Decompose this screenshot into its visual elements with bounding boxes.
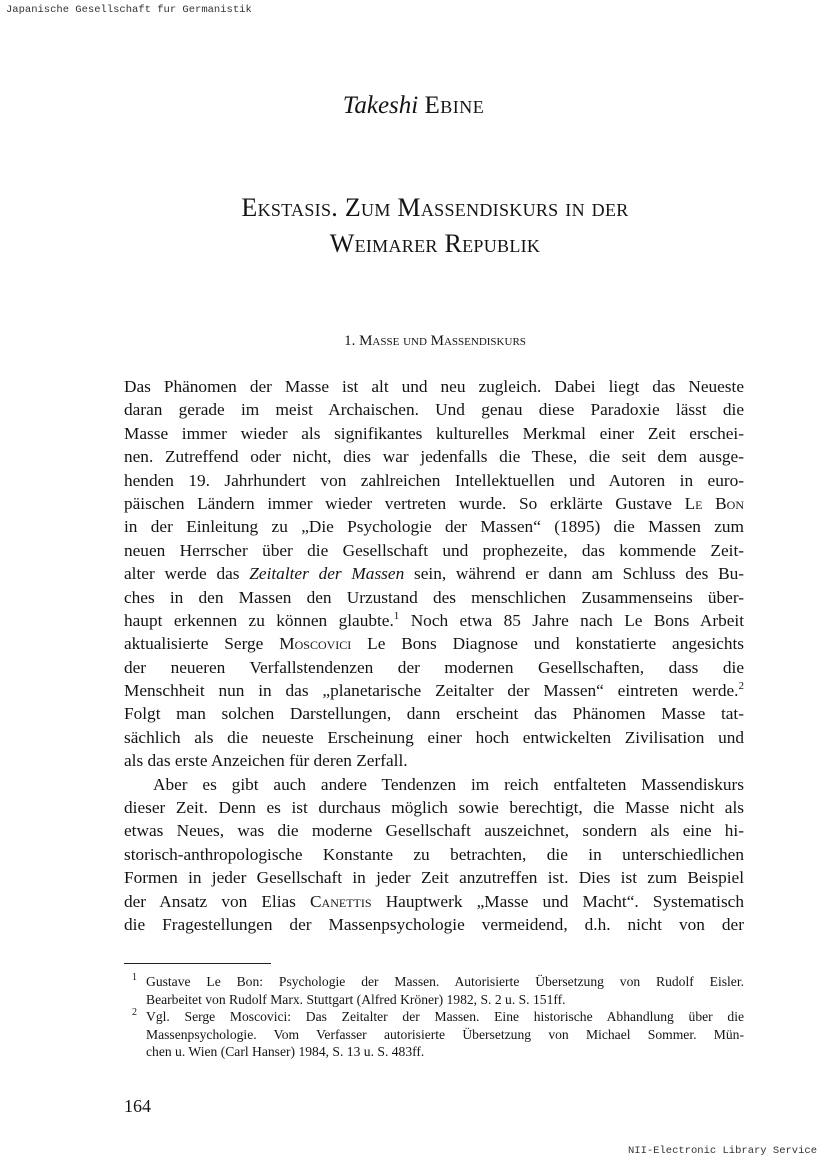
body-line [124, 890, 744, 913]
body-text-fragment: Hauptwerk „Masse und Macht“. Systematisch [385, 891, 744, 911]
footnote-line: Massenpsychologie. Vom Verfasser autorisierte Übersetzung von Michael Sommer. Mün- [146, 1026, 744, 1042]
body-line: nen. Zutreffend oder nicht, dies war jedenfalls die These, die seit dem ausge- [124, 447, 744, 467]
author-reference-canetti: Canettis [310, 891, 372, 911]
section-heading: 1. Masse und Massendiskurs [344, 333, 526, 349]
article-title [0, 190, 827, 262]
footnotes [124, 973, 744, 1061]
author-family-name: Ebine [424, 92, 485, 119]
footnote-number: 2 [132, 1007, 137, 1019]
body-line: die Fragestellungen der Massenpsychologie vermeidend, d.h. nicht von der [124, 914, 744, 934]
body-text-fragment: Noch etwa 85 Jahre nach Le Bons Arbeit [399, 610, 745, 630]
body-line: daran gerade im meist Archaischen. Und genau diese Paradoxie lässt die [124, 400, 744, 420]
body-line: Masse immer wieder als signifikantes kulturelles Merkmal einer Zeit erschei- [124, 423, 744, 443]
body-text [124, 375, 744, 936]
body-line: Das Phänomen der Masse ist alt und neu zugleich. Dabei liegt das Neueste [124, 377, 744, 396]
body-text-fragment: der Ansatz von Elias [124, 891, 296, 911]
article-title-line-2: Weimarer Republik [329, 229, 541, 258]
body-line: dieser Zeit. Denn es ist durchaus möglich sowie berechtigt, die Masse nicht als [124, 798, 744, 818]
body-line: neuen Herrscher über die Gesellschaft und prophezeite, das kommende Zeit- [124, 540, 744, 560]
body-line: der neueren Verfallstendenzen der modernen Gesellschaften, dass die [124, 657, 744, 677]
body-text-fragment: haupt erkennen zu können glaubte. [124, 610, 394, 630]
author-reference-le-bon: Le Bon [684, 493, 744, 513]
footnote-line: Bearbeitet von Rudolf Marx. Stuttgart (Alfred Kröner) 1982, S. 2 u. S. 151ff. [146, 991, 566, 1007]
body-text-fragment: Le Bons Diagnose und konstatierte angesichts [367, 634, 745, 654]
author-reference-moscovici: Moscovici [279, 634, 352, 654]
body-line: etwas Neues, was die moderne Gesellschaft auszeichnet, sondern als eine hi- [124, 821, 744, 841]
italic-phrase: Zeitalter der Massen [249, 564, 405, 584]
footnote-line: Vgl. Serge Moscovici: Das Zeitalter der Massen. Eine historische Abhandlung über die [146, 1009, 744, 1025]
body-line [124, 632, 744, 655]
footnote-line: chen u. Wien (Carl Hanser) 1984, S. 13 u. S. 483ff. [146, 1044, 425, 1060]
body-line: sächlich als die neueste Erscheinung einer hoch entwickelten Zivilisation und [124, 727, 744, 747]
footnote-1 [124, 973, 744, 1008]
archive-header-stamp: Japanische Gesellschaft fur Germanistik [6, 4, 252, 16]
article-title-line-1: Ekstasis. Zum Massendiskurs in der [241, 193, 629, 222]
archive-footer-stamp: NII-Electronic Library Service [627, 1145, 817, 1157]
footnote-line: Gustave Le Bon: Psychologie der Massen. Autorisierte Übersetzung von Rudolf Eisler. [146, 974, 744, 989]
footnote-reference-1[interactable]: 1 [393, 609, 400, 622]
author-name [0, 90, 827, 122]
body-text-fragment: sein, während er dann am Schluss des Bu- [414, 564, 744, 584]
body-line: henden 19. Jahrhundert von zahlreichen Intellektuellen und Autoren in euro- [124, 470, 744, 490]
body-line: in der Einleitung zu „Die Psychologie der Massen“ (1895) die Massen zum [124, 517, 744, 537]
footnote-divider [124, 963, 271, 964]
page-number: 164 [124, 1096, 151, 1116]
body-line: ches in den Massen den Urzustand des menschlichen Zusammenseins über- [124, 587, 744, 607]
body-line [124, 492, 744, 515]
body-text-fragment: päischen Ländern immer wieder vertreten wurde. So erklärte Gustave [124, 493, 672, 513]
body-line [124, 609, 744, 632]
body-line: storisch-anthropologische Konstante zu betrachten, die in unterschiedlichen [124, 844, 744, 864]
body-line [124, 562, 744, 585]
body-text-fragment: alter werde das [124, 564, 240, 584]
body-line: Folgt man solchen Darstellungen, dann erscheint das Phänomen Masse tat- [124, 704, 744, 724]
author-given-name: Takeshi [342, 92, 419, 119]
body-text-fragment: Menschheit nun in das „planetarische Zeitalter der Massen“ eintreten werde. [124, 681, 739, 701]
body-line: Aber es gibt auch andere Tendenzen im reich entfalteten Massendiskurs [153, 774, 744, 794]
footnote-number: 1 [132, 972, 137, 983]
body-text-fragment: aktualisierte Serge [124, 634, 264, 654]
body-line: Formen in jeder Gesellschaft in jeder Zeit anzutreffen ist. Dies ist zum Beispiel [124, 868, 744, 888]
body-line [124, 679, 744, 702]
body-line: als das erste Anzeichen für deren Zerfall. [124, 751, 408, 771]
footnote-reference-2[interactable]: 2 [738, 680, 744, 693]
footnote-2 [124, 1008, 744, 1061]
